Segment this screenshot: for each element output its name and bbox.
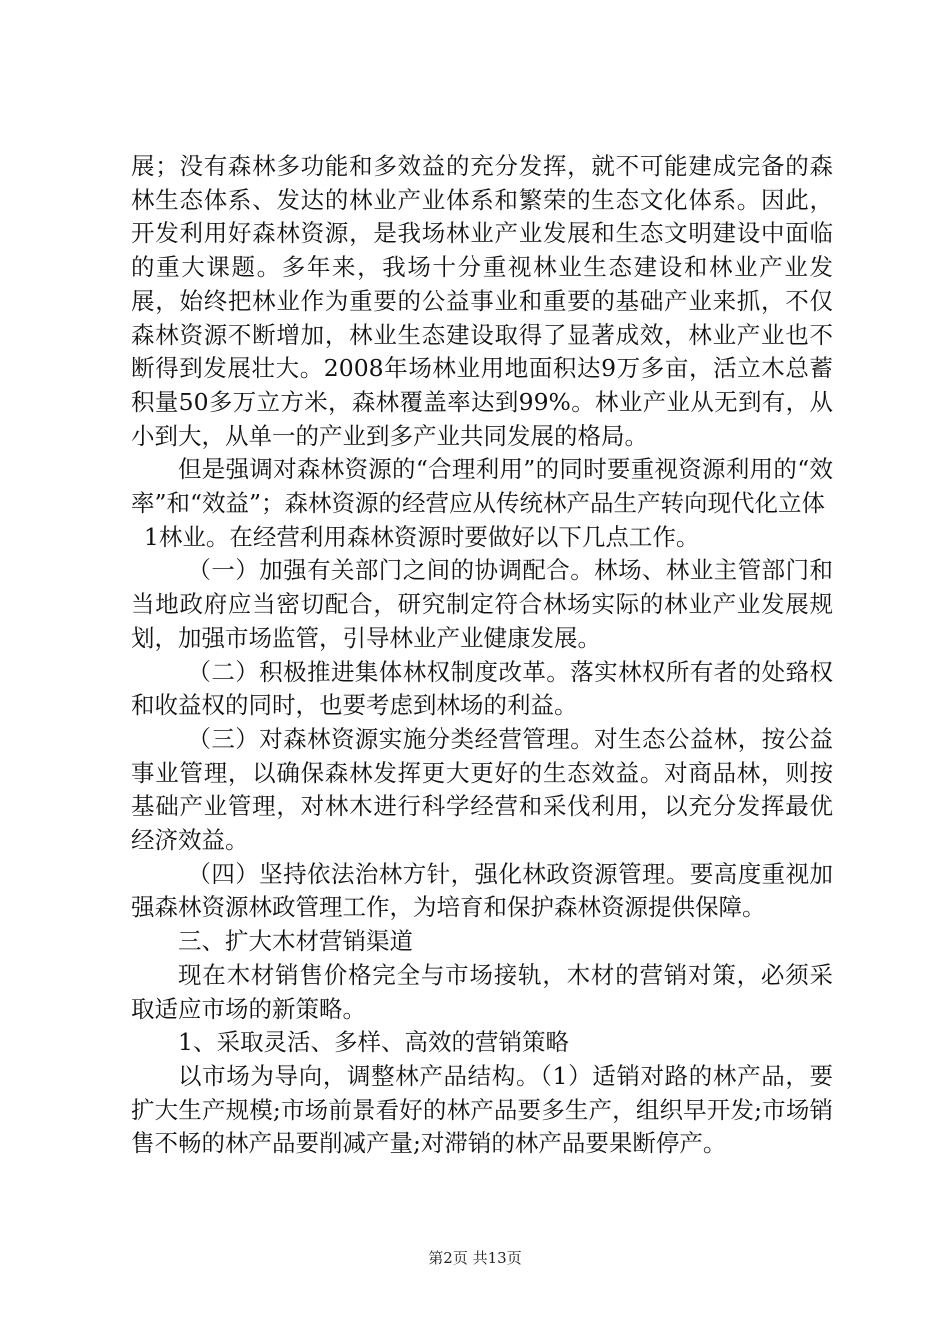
paragraph-market-oriented: 以市场为导向，调整林产品结构。（1）适销对路的林产品，要扩大生产规模;市场前景看好的林产品要多生产，组织早开发;市场销售不畅的林产品要削减产量;对滞销的林产品要果断停产。 (131, 1061, 833, 1158)
page-footer: 第2页 共13页 (428, 1249, 522, 1267)
paragraph-item-4: （四）坚持依法治林方针，强化林政资源管理。要高度重视加强森林资源林政管理工作，为培育和保护森林资源提供保障。 (131, 859, 833, 922)
paragraph-reasonable-use: 但是强调对森林资源的“合理利用”的同时要重视资源利用的“效率”和“效益”；森林资源的经营应从传统林产品生产转向现代化立体 (131, 455, 833, 518)
paragraph-item-2: （二）积极推进集体林权制度改革。落实林权所有者的处臵权和收益权的同时，也要考虑到林场的利益。 (131, 657, 833, 720)
paragraph-item-3: （三）对森林资源实施分类经营管理。对生态公益林，按公益事业管理，以确保森林发挥更大更好的生态效益。对商品林，则按基础产业管理，对林木进行科学经营和采伐利用，以充分发挥最优经济效益。 (131, 724, 833, 855)
paragraph-marketing-intro: 现在木材销售价格完全与市场接轨，木材的营销对策，必须采取适应市场的新策略。 (131, 960, 833, 1023)
paragraph-item-1: （一）加强有关部门之间的协调配合。林场、林业主管部门和当地政府应当密切配合，研究制定符合林场实际的林业产业发展规划，加强市场监管，引导林业产业健康发展。 (131, 556, 833, 652)
document-body (131, 150, 833, 1161)
section-heading-marketing: 三、扩大木材营销渠道 (178, 927, 413, 956)
subheading-strategy: 1、采取灵活、多样、高效的营销策略 (178, 1028, 569, 1057)
paragraph-forestry-work: 1林业。在经营利用森林资源时要做好以下几点工作。 (143, 522, 700, 551)
paragraph-intro-continued: 展；没有森林多功能和多效益的充分发挥，就不可能建成完备的森林生态体系、发达的林业产业体系和繁荣的生态文化体系。因此，开发利用好森林资源，是我场林业产业发展和生态文明建设中面临的重大课题。多年来，我场十分重视林业生态建设和林业产业发展，始终把林业作为重要的公益事业和重要的基础产业来抓，不仅森林资源不断增加，林业生态建设取得了显著成效，林业产业也不断得到发展壮大。2008年场林业用地面积达9万多亩，活立木总蓄积量50多万立方米，森林覆盖率达到99%。林业产业从无到有，从小到大，从单一的产业到多产业共同发展的格局。 (131, 152, 833, 450)
